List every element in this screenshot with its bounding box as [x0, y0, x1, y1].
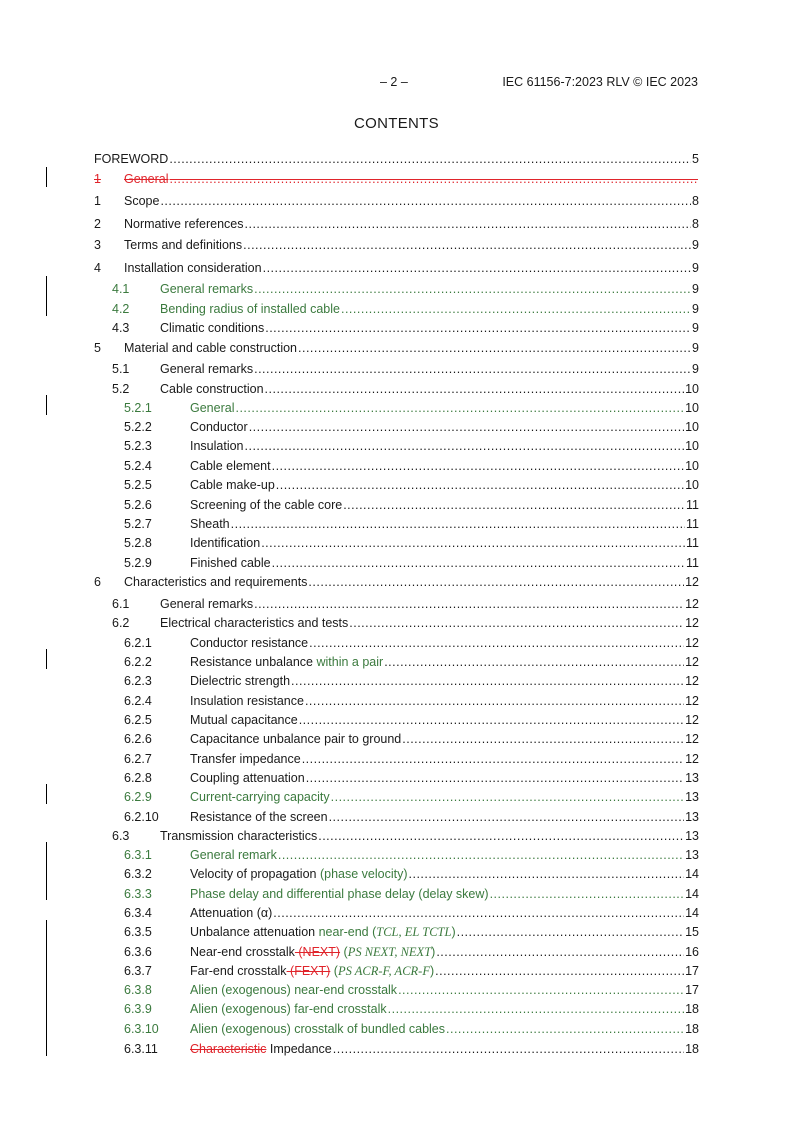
dot-leader [306, 769, 684, 788]
toc-entry-number: 5.2.5 [124, 478, 152, 492]
toc-entry-title [190, 865, 408, 884]
toc-entry-text-segment: Sheath [190, 517, 230, 531]
dot-leader [249, 418, 684, 437]
toc-entry-text-segment: ( [340, 945, 348, 959]
toc-entry-page: 14 [685, 887, 699, 901]
toc-entry-page: 9 [692, 362, 699, 376]
toc-entry-text-segment: (NEXT) [294, 945, 341, 959]
dot-leader [169, 150, 691, 169]
toc-entry-text-segment: Resistance of the screen [190, 810, 328, 824]
toc-entry-title [124, 215, 244, 234]
toc-entry-title [160, 319, 264, 338]
toc-entry[interactable] [94, 418, 699, 437]
toc-entry[interactable] [94, 711, 699, 730]
dot-leader [329, 808, 685, 827]
toc-entry-text-segment: Characteristics and requirements [124, 575, 308, 589]
toc-entry-number: 5.2.4 [124, 459, 152, 473]
toc-entry-text-segment: Identification [190, 536, 261, 550]
toc-entry[interactable] [94, 380, 699, 399]
toc-entry-text-segment: Cable element [190, 459, 271, 473]
toc-entry-number: 5.2.2 [124, 420, 152, 434]
toc-entry-text-segment: Insulation [190, 439, 244, 453]
toc-entry-page: 9 [692, 261, 699, 275]
toc-entry[interactable] [94, 319, 699, 338]
toc-entry-page: 12 [685, 597, 699, 611]
toc-entry-text-segment: near-end ( [315, 925, 377, 939]
dot-leader [231, 515, 685, 534]
toc-entry-text-segment: Bending radius of installed cable [160, 302, 340, 316]
change-bar [46, 784, 47, 804]
toc-entry[interactable] [94, 259, 699, 278]
change-bar [46, 395, 47, 415]
toc-entry[interactable] [94, 554, 699, 573]
toc-entry[interactable] [94, 614, 699, 633]
toc-entry-page: 13 [685, 829, 699, 843]
toc-entry-text-segment: Normative references [124, 217, 244, 231]
toc-entry-text-segment: Transfer impedance [190, 752, 301, 766]
toc-entry[interactable] [94, 457, 699, 476]
toc-entry-page: 8 [692, 217, 699, 231]
toc-entry-page: 13 [685, 848, 699, 862]
toc-entry-text-segment: Alien (exogenous) crosstalk of bundled cables [190, 1022, 446, 1036]
toc-entry-text-segment: Climatic conditions [160, 321, 265, 335]
dot-leader [169, 170, 698, 189]
toc-entry-title [190, 515, 230, 534]
toc-entry-title [190, 923, 456, 942]
toc-entry-number: 6.2.4 [124, 694, 152, 708]
toc-entry-number: 6.2.9 [124, 790, 152, 804]
toc-entry-title [190, 885, 489, 904]
toc-entry-number: 6.2.5 [124, 713, 152, 727]
toc-entry-page: 9 [692, 282, 699, 296]
toc-entry-text-segment: Capacitance unbalance pair to ground [190, 732, 402, 746]
toc-entry-text-segment: Velocity of propagation [190, 867, 317, 881]
toc-entry-title [160, 360, 253, 379]
toc-entry[interactable] [94, 788, 699, 807]
toc-entry-number: 6.2.1 [124, 636, 152, 650]
toc-entry-title [160, 280, 253, 299]
dot-leader [349, 614, 684, 633]
toc-entry-title [190, 904, 272, 923]
toc-entry-text-segment: General remarks [160, 597, 254, 611]
toc-entry[interactable] [94, 300, 699, 319]
toc-entry-number: 6.3.11 [124, 1042, 158, 1056]
toc-entry-number: 4.1 [112, 282, 130, 296]
toc-entry-page: 15 [685, 925, 699, 939]
toc-entry-page: 12 [685, 655, 699, 669]
toc-entry-page: 10 [685, 401, 699, 415]
change-bar [46, 842, 47, 900]
page-header [0, 75, 793, 93]
dot-leader [436, 943, 684, 962]
toc-entry-title [190, 750, 301, 769]
dot-leader [276, 476, 684, 495]
dot-leader [490, 885, 685, 904]
toc-entry-number: 6.3.9 [124, 1002, 152, 1016]
toc-entry-page: 8 [692, 194, 699, 208]
toc-entry[interactable] [94, 360, 699, 379]
toc-entry-title [160, 300, 340, 319]
toc-entry-number: 6.3.4 [124, 906, 152, 920]
toc-entry-text-segment: within a pair [313, 655, 384, 669]
toc-entry-title [124, 339, 297, 358]
toc-entry-text-segment: Unbalance attenuation [190, 925, 316, 939]
toc-entry[interactable] [94, 192, 699, 211]
dot-leader [272, 554, 685, 573]
toc-entry-text-segment: Insulation resistance [190, 694, 304, 708]
toc-entry-title [124, 192, 159, 211]
dot-leader [298, 339, 691, 358]
toc-entry-title [190, 457, 271, 476]
toc-entry[interactable] [94, 730, 699, 749]
toc-entry[interactable] [94, 339, 699, 358]
toc-entry-text-segment: General remark [190, 848, 277, 862]
toc-entry-number: 6.3.1 [124, 848, 152, 862]
change-bar [46, 649, 47, 669]
toc-entry-page: 13 [685, 810, 699, 824]
dot-leader [457, 923, 684, 942]
toc-entry[interactable] [94, 653, 699, 672]
dot-leader [309, 634, 684, 653]
dot-leader [243, 236, 691, 255]
dot-leader [261, 534, 685, 553]
dot-leader [343, 496, 685, 515]
dot-leader [398, 981, 684, 1000]
toc-entry-text-segment: PS ACR-F, ACR-F [337, 964, 430, 978]
toc-entry[interactable] [94, 280, 699, 299]
toc-entry-title [160, 827, 317, 846]
toc-entry-page: 5 [692, 152, 699, 166]
toc-entry-text-segment: (FEXT) [286, 964, 331, 978]
dot-leader [245, 215, 692, 234]
toc-entry[interactable] [94, 437, 699, 456]
toc-entry-text-segment: Terms and definitions [124, 238, 243, 252]
toc-entry-text-segment: General remarks [160, 282, 254, 296]
toc-entry-page: 12 [685, 636, 699, 650]
toc-entry-text-segment: General remarks [160, 362, 254, 376]
toc-entry-title [124, 236, 242, 255]
toc-entry-number: 6.3.6 [124, 945, 152, 959]
dot-leader [278, 846, 684, 865]
dot-leader [341, 300, 691, 319]
toc-entry-page: 9 [692, 321, 699, 335]
toc-entry[interactable] [94, 534, 699, 553]
toc-entry[interactable] [94, 672, 699, 691]
dot-leader [265, 319, 691, 338]
toc-entry-text-segment: Screening of the cable core [190, 498, 343, 512]
toc-entry-number: 5.2.9 [124, 556, 152, 570]
dot-leader [272, 457, 684, 476]
toc-entry[interactable] [94, 769, 699, 788]
dot-leader [409, 865, 685, 884]
toc-entry-page: 12 [685, 674, 699, 688]
toc-entry-title [190, 476, 275, 495]
toc-entry[interactable] [94, 634, 699, 653]
dot-leader [384, 653, 684, 672]
toc-entry[interactable] [94, 750, 699, 769]
toc-entry[interactable] [94, 885, 699, 904]
toc-entry-page: 11 [686, 498, 699, 512]
toc-entry-number: 5.2.7 [124, 517, 152, 531]
toc-entry-text-segment: Conductor resistance [190, 636, 309, 650]
toc-entry-page: 12 [685, 752, 699, 766]
toc-entry-title [124, 259, 262, 278]
toc-entry-text-segment: Resistance unbalance [190, 655, 313, 669]
dot-leader [273, 904, 684, 923]
dot-leader [245, 437, 685, 456]
toc-entry-text-segment: Current-carrying capacity [190, 790, 330, 804]
toc-entry[interactable] [94, 962, 699, 981]
toc-entry-text-segment: Phase delay and differential phase delay (delay skew) [190, 887, 489, 901]
toc-entry-number: 6.3.8 [124, 983, 152, 997]
toc-entry-page: 14 [685, 906, 699, 920]
toc-entry-title [190, 399, 234, 418]
toc-entry[interactable] [94, 923, 699, 942]
toc-entry[interactable] [94, 573, 699, 592]
toc-entry-title [160, 614, 348, 633]
toc-entry-number: 6.2.6 [124, 732, 152, 746]
toc-entry-page: 10 [685, 382, 699, 396]
toc-entry-title [190, 1020, 445, 1039]
toc-entry-number: 6.2.2 [124, 655, 152, 669]
toc-entry-page: 12 [685, 713, 699, 727]
toc-entry-number: 6.3.2 [124, 867, 152, 881]
toc-entry-number: 6.2.7 [124, 752, 152, 766]
toc-entry-title [190, 437, 244, 456]
toc-entry-page: 11 [686, 536, 699, 550]
change-bar [46, 920, 47, 1056]
toc-entry-number: 6.2 [112, 616, 130, 630]
toc-entry[interactable] [94, 904, 699, 923]
toc-entry-page: 18 [685, 1042, 699, 1056]
toc-entry-title [190, 634, 308, 653]
toc-entry-text-segment: Alien (exogenous) near-end crosstalk [190, 983, 398, 997]
dot-leader [291, 672, 684, 691]
toc-entry-title [190, 769, 305, 788]
toc-entry-text-segment: Electrical characteristics and tests [160, 616, 349, 630]
dot-leader [305, 692, 684, 711]
toc-entry-text-segment: Material and cable construction [124, 341, 298, 355]
toc-entry-number: 5.2.6 [124, 498, 152, 512]
toc-entry-page: 10 [685, 478, 699, 492]
toc-entry-title [160, 595, 253, 614]
toc-entry-page: 12 [685, 575, 699, 589]
toc-entry-text-segment: ) [451, 925, 456, 939]
toc-entry-number: 6.1 [112, 597, 130, 611]
toc-entry-title [190, 534, 260, 553]
toc-entry[interactable] [94, 515, 699, 534]
toc-entry-text-segment: Alien (exogenous) far-end crosstalk [190, 1002, 387, 1016]
toc-entry[interactable] [94, 150, 699, 169]
toc-entry-number: 5.2.1 [124, 401, 152, 415]
toc-entry-title [190, 943, 435, 962]
toc-entry-title [190, 1040, 332, 1059]
toc-entry-number: 1 [94, 172, 101, 186]
toc-entry-number: 6.2.10 [124, 810, 159, 824]
toc-entry-page: 10 [685, 420, 699, 434]
toc-entry-number: 6.3.10 [124, 1022, 159, 1036]
toc-entry[interactable] [94, 215, 699, 234]
toc-entry-title [190, 808, 328, 827]
toc-entry-text-segment: TCL, EL TCTL [376, 925, 452, 939]
toc-entry-number: 1 [94, 194, 101, 208]
toc-entry[interactable] [94, 692, 699, 711]
toc-entry-title [190, 730, 401, 749]
toc-entry-text-segment: FOREWORD [94, 152, 169, 166]
page-title: CONTENTS [354, 115, 439, 132]
dot-leader [331, 788, 684, 807]
toc-entry-number: 6.3.7 [124, 964, 152, 978]
toc-entry-title [124, 573, 307, 592]
dot-leader [402, 730, 684, 749]
toc-entry-page: 11 [686, 517, 699, 531]
toc-entry-number: 4.3 [112, 321, 130, 335]
toc-entry-page: 17 [685, 983, 699, 997]
toc-entry-page: 18 [685, 1022, 699, 1036]
toc-entry-text-segment: ) [429, 964, 435, 978]
dot-leader [299, 711, 684, 730]
dot-leader [160, 192, 691, 211]
toc-entry-text-segment: Coupling attenuation [190, 771, 305, 785]
toc-entry-text-segment: (phase velocity) [316, 867, 408, 881]
change-bar [46, 167, 47, 187]
toc-entry-page: 12 [685, 732, 699, 746]
toc-entry[interactable] [94, 865, 699, 884]
toc-entry-title [190, 962, 434, 981]
toc-entry-page: 10 [685, 459, 699, 473]
dot-leader [254, 360, 691, 379]
toc-entry-title [190, 418, 248, 437]
toc-entry-page: 17 [685, 964, 699, 978]
toc-entry[interactable] [94, 981, 699, 1000]
toc-entry-number: 6.2.8 [124, 771, 152, 785]
dot-leader [302, 750, 684, 769]
toc-entry-page: 10 [685, 439, 699, 453]
toc-entry-text-segment: Installation consideration [124, 261, 262, 275]
dot-leader [265, 380, 685, 399]
toc-entry-page: 9 [692, 238, 699, 252]
toc-entry-page: 9 [692, 302, 699, 316]
toc-entry-page: 12 [685, 616, 699, 630]
toc-entry-title [190, 981, 397, 1000]
toc-entry-number: 2 [94, 217, 101, 231]
toc-entry[interactable] [94, 170, 699, 189]
toc-entry-text-segment: General [124, 172, 169, 186]
toc-entry-text-segment: Scope [124, 194, 160, 208]
toc-entry[interactable] [94, 943, 699, 962]
toc-entry-text-segment: Conductor [190, 420, 248, 434]
toc-entry-title [190, 846, 277, 865]
dot-leader [308, 573, 684, 592]
toc-entry-number: 5 [94, 341, 101, 355]
toc-entry-number: 6.3.5 [124, 925, 152, 939]
dot-leader [446, 1020, 684, 1039]
toc-entry-number: 5.2 [112, 382, 130, 396]
toc-entry-title [190, 692, 304, 711]
toc-entry-title [190, 672, 290, 691]
toc-entry[interactable] [94, 827, 699, 846]
toc-entry-text-segment: Transmission characteristics [160, 829, 318, 843]
toc-entry-text-segment: PS NEXT, NEXT [347, 945, 432, 959]
toc-entry-page: 16 [685, 945, 699, 959]
toc-entry-page: 14 [685, 867, 699, 881]
toc-entry[interactable] [94, 595, 699, 614]
toc-entry-number: 6.3.3 [124, 887, 152, 901]
toc-entry-title [94, 150, 168, 169]
dot-leader [333, 1040, 684, 1059]
toc-entry-text-segment: Cable construction [160, 382, 264, 396]
toc-entry-text-segment: General [190, 401, 235, 415]
toc-entry-page: 13 [685, 790, 699, 804]
page-number: – 2 – [380, 75, 408, 89]
dot-leader [254, 595, 684, 614]
toc-entry-title [190, 496, 342, 515]
toc-entry-page: 18 [685, 1002, 699, 1016]
toc-entry[interactable] [94, 476, 699, 495]
toc-entry[interactable] [94, 808, 699, 827]
toc-entry[interactable] [94, 846, 699, 865]
dot-leader [435, 962, 684, 981]
toc-entry-number: 6 [94, 575, 101, 589]
toc-entry-title [160, 380, 264, 399]
toc-entry-text-segment: Dielectric strength [190, 674, 291, 688]
toc-entry-number: 5.2.8 [124, 536, 152, 550]
toc-entry-number: 4.2 [112, 302, 130, 316]
dot-leader [235, 399, 684, 418]
toc-entry-number: 6.2.3 [124, 674, 152, 688]
toc-entry-title [124, 170, 168, 189]
standard-reference: IEC 61156-7:2023 RLV © IEC 2023 [502, 75, 698, 89]
toc-entry-text-segment: Cable make-up [190, 478, 275, 492]
dot-leader [318, 827, 684, 846]
toc-entry-title [190, 554, 271, 573]
toc-entry-text-segment: Finished cable [190, 556, 271, 570]
toc-entry-page: 11 [686, 556, 699, 570]
toc-entry-text-segment: ) [431, 945, 436, 959]
toc-entry-number: 6.3 [112, 829, 130, 843]
toc-entry[interactable] [94, 399, 699, 418]
toc-entry[interactable] [94, 496, 699, 515]
dot-leader [254, 280, 691, 299]
toc-entry-page: 9 [692, 341, 699, 355]
toc-entry-title [190, 788, 330, 807]
toc-entry-text-segment: ( [330, 964, 338, 978]
toc-entry-text-segment: Impedance [266, 1042, 332, 1056]
toc-entry-number: 4 [94, 261, 101, 275]
toc-entry-text-segment: Near-end crosstalk [190, 945, 295, 959]
toc-entry-text-segment: Characteristic [190, 1042, 267, 1056]
toc-entry-number: 5.2.3 [124, 439, 152, 453]
change-bar [46, 276, 47, 316]
toc-entry[interactable] [94, 1000, 699, 1019]
toc-entry-page: 13 [685, 771, 699, 785]
toc-entry-number: 5.1 [112, 362, 130, 376]
toc-entry-text-segment: Attenuation (α) [190, 906, 273, 920]
toc-entry-text-segment: Far-end crosstalk [190, 964, 287, 978]
toc-entry[interactable] [94, 1020, 699, 1039]
toc-entry-title [190, 711, 298, 730]
toc-entry-title [190, 1000, 387, 1019]
toc-entry[interactable] [94, 236, 699, 255]
toc-entry-text-segment: Mutual capacitance [190, 713, 298, 727]
toc-entry[interactable] [94, 1040, 699, 1059]
toc-entry-page: 12 [685, 694, 699, 708]
toc-entry-number: 3 [94, 238, 101, 252]
dot-leader [263, 259, 691, 278]
toc-entry-title [190, 653, 383, 672]
dot-leader [388, 1000, 684, 1019]
